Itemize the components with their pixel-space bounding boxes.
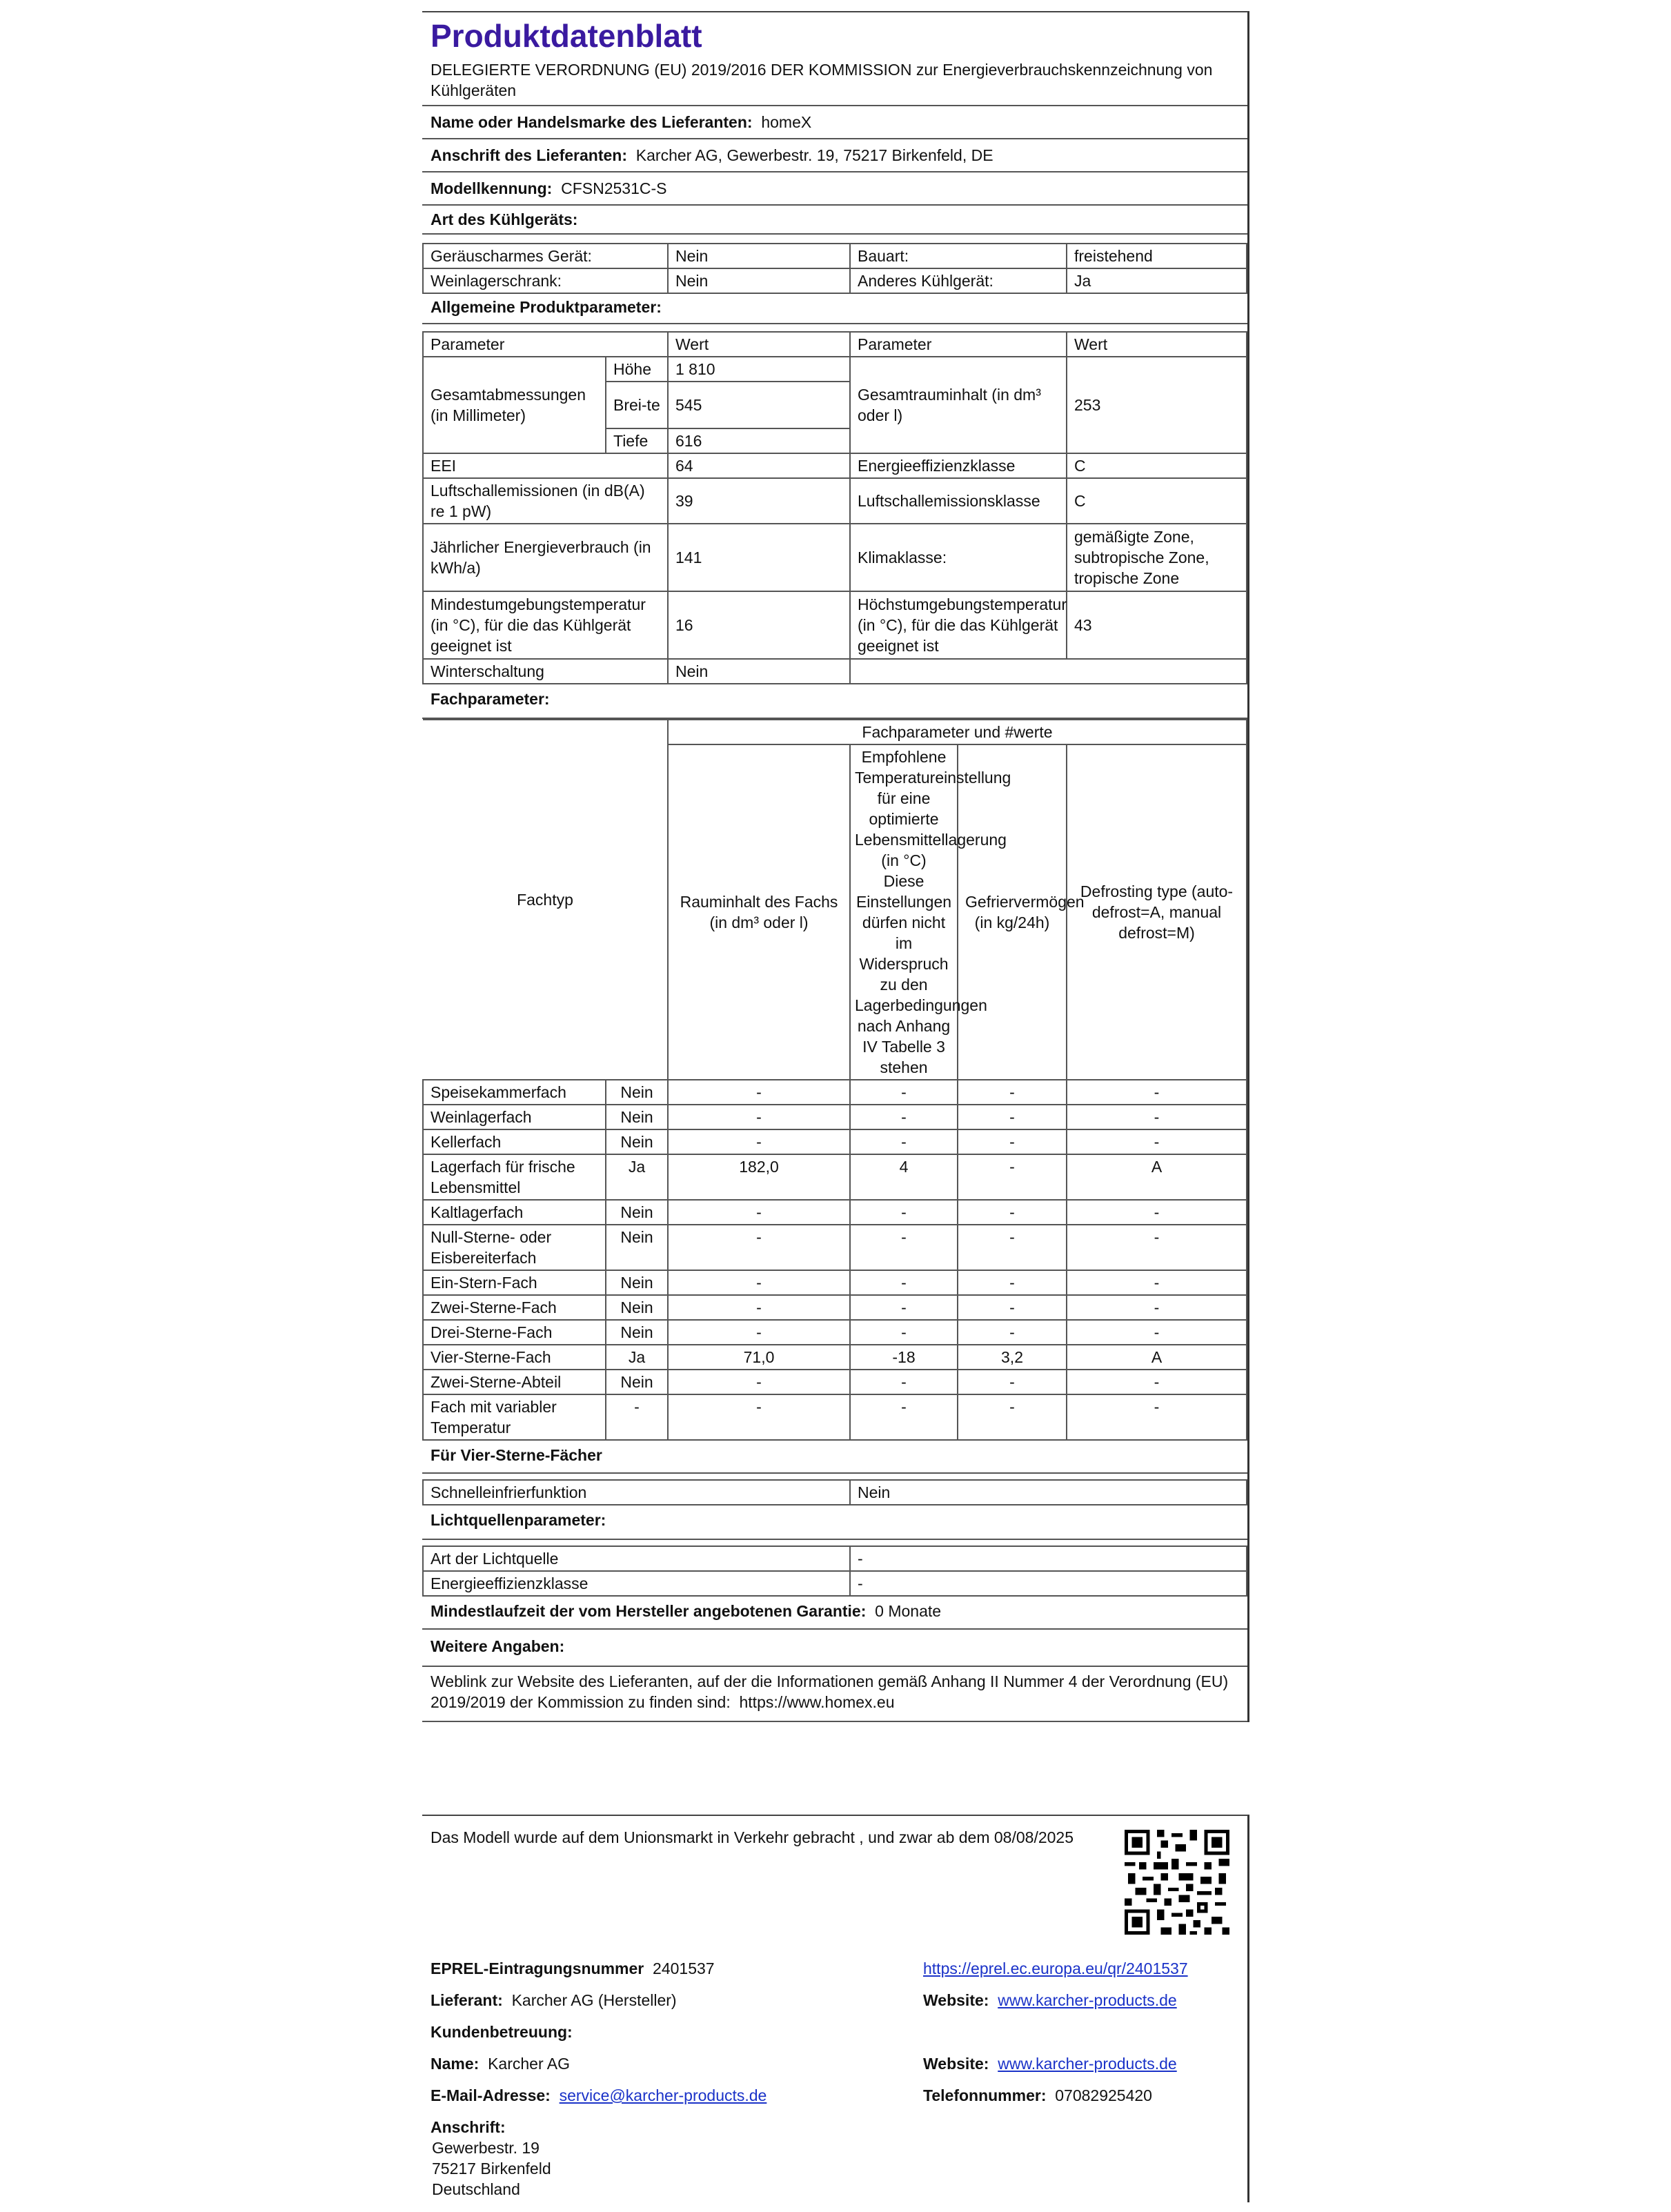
light-value: -: [850, 1546, 1247, 1571]
volume-value: 253: [1067, 357, 1247, 453]
energy-value: 141: [668, 524, 850, 591]
eprel-link[interactable]: https://eprel.ec.europa.eu/qr/2401537: [923, 1959, 1188, 1977]
compartment-present: Ja: [606, 1345, 668, 1370]
phone-label: Telefonnummer:: [923, 2086, 1047, 2104]
compartment-defrost: -: [1067, 1270, 1247, 1295]
compartments-table: [422, 719, 1247, 1441]
compartment-freeze: -: [958, 1225, 1067, 1270]
website-label: Website:: [923, 1991, 989, 2009]
model-row: [422, 172, 1247, 206]
compartment-temperature: -: [850, 1225, 958, 1270]
regulation-text: DELEGIERTE VERORDNUNG (EU) 2019/2016 DER KOMMISSION zur Energieverbrauchskennzeichnung von Kühlgeräten: [422, 58, 1247, 106]
compartment-freeze: -: [958, 1370, 1067, 1394]
compartment-temperature: -: [850, 1200, 958, 1225]
section-compartments: Fachparameter:: [422, 684, 1247, 719]
supplier-name-label: Name oder Handelsmarke des Lieferanten:: [431, 113, 753, 131]
compartment-defrost: A: [1067, 1345, 1247, 1370]
depth-value: 616: [668, 428, 850, 453]
tmin-value: 16: [668, 591, 850, 659]
eclass-value: C: [1067, 453, 1247, 478]
table-row: [423, 1345, 1247, 1370]
website2-label: Website:: [923, 2055, 989, 2073]
type-value: Ja: [1067, 268, 1247, 293]
compartment-volume: -: [668, 1105, 850, 1129]
customer-service-label: [431, 2022, 573, 2042]
weblink-text: Weblink zur Website des Lieferanten, auf der die Informationen gemäß Anhang II Nummer 4 der Verordnung (EU) 2019/2019 der Kommission zu finden sind:: [431, 1672, 1229, 1711]
header-value: Wert: [668, 332, 850, 357]
table-row: [423, 1295, 1247, 1320]
compartment-name: Kellerfach: [423, 1129, 606, 1154]
compartment-temperature: -: [850, 1270, 958, 1295]
compartment-freeze: -: [958, 1080, 1067, 1105]
compartments-body: [423, 1080, 1247, 1440]
climate-label: Klimaklasse:: [850, 524, 1067, 591]
weblink-url[interactable]: https://www.homex.eu: [739, 1693, 895, 1711]
table-row: [423, 1320, 1247, 1345]
email-row: [431, 2085, 767, 2106]
email-link[interactable]: service@karcher-products.de: [559, 2086, 767, 2104]
section-type: Art des Kühlgeräts:: [422, 206, 1247, 235]
compartment-defrost: -: [1067, 1225, 1247, 1270]
website2-row: [923, 2053, 1177, 2074]
compartment-name: Speisekammerfach: [423, 1080, 606, 1105]
compartment-freeze: -: [958, 1105, 1067, 1129]
compartment-present: Nein: [606, 1105, 668, 1129]
warranty-label: Mindestlaufzeit der vom Hersteller angebotenen Garantie:: [431, 1602, 867, 1620]
compartment-freeze: -: [958, 1270, 1067, 1295]
temperature-row: [423, 591, 1247, 659]
section-general: Allgemeine Produktparameter:: [422, 294, 1247, 324]
compartment-volume: -: [668, 1200, 850, 1225]
energy-label: Jährlicher Energieverbrauch (in kWh/a): [423, 524, 668, 591]
light-value: -: [850, 1571, 1247, 1596]
product-data-sheet: [422, 11, 1249, 1722]
header-type: Fachtyp: [423, 720, 668, 1080]
compartment-temperature: -: [850, 1370, 958, 1394]
warranty-value: 0 Monate: [875, 1602, 942, 1620]
header-freeze: Gefriervermögen (in kg/24h): [958, 744, 1067, 1080]
email-label: E-Mail-Adresse:: [431, 2086, 551, 2104]
compartment-present: Nein: [606, 1200, 668, 1225]
compartment-freeze: -: [958, 1129, 1067, 1154]
depth-label: Tiefe: [606, 428, 668, 453]
supplier-name-value: homeX: [761, 113, 812, 131]
compartment-temperature: -18: [850, 1345, 958, 1370]
phone-row: [923, 2085, 1152, 2106]
light-row: [423, 1546, 1247, 1571]
address-block: [431, 2117, 551, 2200]
table-row: [423, 1225, 1247, 1270]
section-four-star: Für Vier-Sterne-Fächer: [422, 1441, 1247, 1474]
tmax-value: 43: [1067, 591, 1247, 659]
compartment-volume: -: [668, 1370, 850, 1394]
winter-label: Winterschaltung: [423, 659, 668, 684]
page-title: Produktdatenblatt: [431, 18, 702, 54]
type-table: [422, 243, 1247, 294]
supplier-address-value: Karcher AG, Gewerbestr. 19, 75217 Birkenfeld, DE: [635, 146, 993, 164]
header-temperature-text: Empfohlene Temperatureinstellung für eine optimierte Lebensmittellagerung (in °C): [855, 748, 1011, 869]
eprel-label: EPREL-Eintragungsnummer: [431, 1959, 644, 1977]
compartment-present: Nein: [606, 1295, 668, 1320]
fast-freeze-table: [422, 1479, 1247, 1505]
compartment-volume: -: [668, 1295, 850, 1320]
table-row: [423, 1200, 1247, 1225]
eclass-label: Energieeffizienzklasse: [850, 453, 1067, 478]
website-link[interactable]: www.karcher-products.de: [998, 1991, 1177, 2009]
compartment-defrost: -: [1067, 1129, 1247, 1154]
eei-label: EEI: [423, 453, 668, 478]
table-row: [423, 1154, 1247, 1200]
energy-row: [423, 524, 1247, 591]
phone-value: 07082925420: [1055, 2086, 1152, 2104]
model-value: CFSN2531C-S: [561, 179, 667, 197]
winter-row: [423, 659, 1247, 684]
compartment-defrost: -: [1067, 1200, 1247, 1225]
compartment-present: Nein: [606, 1225, 668, 1270]
compartment-freeze: -: [958, 1154, 1067, 1200]
empty-cell: [850, 659, 1247, 684]
section-light: Lichtquellenparameter:: [422, 1505, 1247, 1540]
fast-freeze-label: Schnelleinfrierfunktion: [423, 1480, 850, 1505]
compartment-defrost: -: [1067, 1394, 1247, 1440]
weblink-row: [422, 1667, 1247, 1722]
compartment-name: Fach mit variabler Temperatur: [423, 1394, 606, 1440]
table-row: [423, 1270, 1247, 1295]
compartment-volume: -: [668, 1129, 850, 1154]
volume-label: Gesamtrauminhalt (in dm³ oder l): [850, 357, 1067, 453]
compartment-defrost: -: [1067, 1080, 1247, 1105]
address-label: Anschrift:: [431, 2118, 506, 2136]
width-label: Brei-te: [606, 382, 668, 428]
header-value: Wert: [1067, 332, 1247, 357]
compartment-freeze: 3,2: [958, 1345, 1067, 1370]
header-group: Fachparameter und #werte: [668, 720, 1247, 744]
compartment-present: Nein: [606, 1129, 668, 1154]
compartment-freeze: -: [958, 1295, 1067, 1320]
address-line: 75217 Birkenfeld: [432, 2160, 551, 2178]
compartment-freeze: -: [958, 1200, 1067, 1225]
compartment-defrost: -: [1067, 1295, 1247, 1320]
light-row: [423, 1571, 1247, 1596]
compartment-temperature: -: [850, 1295, 958, 1320]
height-label: Höhe: [606, 357, 668, 382]
compartment-name: Weinlagerfach: [423, 1105, 606, 1129]
header-temperature-note: Diese Einstellungen dürfen nicht im Widerspruch zu den Lagerbedingungen nach Anhang IV Tabelle 3 stehen: [855, 872, 987, 1076]
light-table: [422, 1546, 1247, 1597]
compartment-temperature: -: [850, 1080, 958, 1105]
compartment-name: Null-Sterne- oder Eisbereiterfach: [423, 1225, 606, 1270]
fast-freeze-value: Nein: [850, 1480, 1247, 1505]
type-value: Nein: [668, 268, 850, 293]
compartment-volume: 182,0: [668, 1154, 850, 1200]
compartment-volume: -: [668, 1320, 850, 1345]
compartment-temperature: -: [850, 1105, 958, 1129]
address-line: Gewerbestr. 19: [432, 2139, 540, 2157]
table-row: [423, 1370, 1247, 1394]
noise-value: 39: [668, 478, 850, 524]
header-volume: Rauminhalt des Fachs (in dm³ oder l): [668, 744, 850, 1080]
compartment-present: Nein: [606, 1270, 668, 1295]
table-row: [423, 1080, 1247, 1105]
name-row: [431, 2053, 570, 2074]
noise-row: [423, 478, 1247, 524]
type-value: freistehend: [1067, 244, 1247, 268]
supplier-label: Lieferant:: [431, 1991, 503, 2009]
width-value: 545: [668, 382, 850, 428]
compartment-present: Ja: [606, 1154, 668, 1200]
supplier-row: [431, 1990, 677, 2011]
compartment-name: Vier-Sterne-Fach: [423, 1345, 606, 1370]
height-value: 1 810: [668, 357, 850, 382]
light-label: Energieeffizienzklasse: [423, 1571, 850, 1596]
type-label: Anderes Kühlgerät:: [850, 268, 1067, 293]
compartments-group-row: [423, 720, 1247, 744]
type-row: [423, 268, 1247, 293]
compartment-defrost: A: [1067, 1154, 1247, 1200]
compartment-temperature: -: [850, 1320, 958, 1345]
compartment-name: Kaltlagerfach: [423, 1200, 606, 1225]
compartment-name: Ein-Stern-Fach: [423, 1270, 606, 1295]
supplier-address-label: Anschrift des Lieferanten:: [431, 146, 627, 164]
compartment-volume: -: [668, 1225, 850, 1270]
compartment-name: Drei-Sterne-Fach: [423, 1320, 606, 1345]
compartment-temperature: -: [850, 1129, 958, 1154]
winter-value: Nein: [668, 659, 850, 684]
website-row: [923, 1990, 1177, 2011]
customer-service-heading: Kundenbetreuung:: [431, 2023, 573, 2041]
compartment-volume: -: [668, 1394, 850, 1440]
eei-value: 64: [668, 453, 850, 478]
type-value: Nein: [668, 244, 850, 268]
compartment-defrost: -: [1067, 1320, 1247, 1345]
address-line: Deutschland: [432, 2180, 520, 2198]
compartment-name: Lagerfach für frische Lebensmittel: [423, 1154, 606, 1200]
name-value: Karcher AG: [488, 2055, 570, 2073]
compartment-present: Nein: [606, 1320, 668, 1345]
compartment-name: Zwei-Sterne-Abteil: [423, 1370, 606, 1394]
type-row: [423, 244, 1247, 268]
dims-row: [423, 357, 1247, 382]
warranty-row: [422, 1597, 1247, 1630]
footer-panel: [422, 1815, 1249, 2202]
name-label: Name:: [431, 2055, 479, 2073]
supplier-name-row: [422, 106, 1247, 139]
qr-code-icon[interactable]: [1125, 1830, 1229, 1935]
compartment-defrost: -: [1067, 1370, 1247, 1394]
compartment-defrost: -: [1067, 1105, 1247, 1129]
general-table: [422, 331, 1247, 684]
compartment-freeze: -: [958, 1320, 1067, 1345]
section-more: Weitere Angaben:: [422, 1630, 1247, 1667]
supplier-address-row: [422, 139, 1247, 172]
climate-value: gemäßigte Zone, subtropische Zone, tropische Zone: [1067, 524, 1247, 591]
compartment-freeze: -: [958, 1394, 1067, 1440]
general-header-row: [423, 332, 1247, 357]
compartment-present: -: [606, 1394, 668, 1440]
eei-row: [423, 453, 1247, 478]
tmin-label: Mindestumgebungstemperatur (in °C), für die das Kühlgerät geeignet ist: [423, 591, 668, 659]
header-parameter: Parameter: [423, 332, 668, 357]
tmax-label: Höchstumgebungstemperatur (in °C), für die das Kühlgerät geeignet ist: [850, 591, 1067, 659]
light-label: Art der Lichtquelle: [423, 1546, 850, 1571]
table-row: [423, 1105, 1247, 1129]
model-label: Modellkennung:: [431, 179, 553, 197]
compartment-volume: 71,0: [668, 1345, 850, 1370]
noise-class-value: C: [1067, 478, 1247, 524]
eprel-value: 2401537: [653, 1959, 715, 1977]
compartment-name: Zwei-Sterne-Fach: [423, 1295, 606, 1320]
type-label: Bauart:: [850, 244, 1067, 268]
dims-label: Gesamtabmessungen (in Millimeter): [423, 357, 606, 453]
supplier-value: Karcher AG (Hersteller): [511, 1991, 677, 2009]
fast-freeze-row: [423, 1480, 1247, 1505]
compartment-present: Nein: [606, 1370, 668, 1394]
table-row: [423, 1394, 1247, 1440]
compartment-volume: -: [668, 1270, 850, 1295]
compartment-present: Nein: [606, 1080, 668, 1105]
header-parameter: Parameter: [850, 332, 1067, 357]
eprel-row: [431, 1958, 715, 1979]
compartment-temperature: 4: [850, 1154, 958, 1200]
noise-label: Luftschallemissionen (in dB(A) re 1 pW): [423, 478, 668, 524]
header-temperature: [850, 744, 1011, 1080]
compartment-temperature: -: [850, 1394, 958, 1440]
table-row: [423, 1129, 1247, 1154]
market-text: Das Modell wurde auf dem Unionsmarkt in Verkehr gebracht , und zwar ab dem 08/08/2025: [431, 1828, 1074, 1846]
type-label: Geräuscharmes Gerät:: [423, 244, 668, 268]
type-label: Weinlagerschrank:: [423, 268, 668, 293]
header-defrost: Defrosting type (auto-defrost=A, manual defrost=M): [1067, 744, 1247, 1080]
website2-link[interactable]: www.karcher-products.de: [998, 2055, 1177, 2073]
compartment-volume: -: [668, 1080, 850, 1105]
noise-class-label: Luftschallemissionsklasse: [850, 478, 1067, 524]
